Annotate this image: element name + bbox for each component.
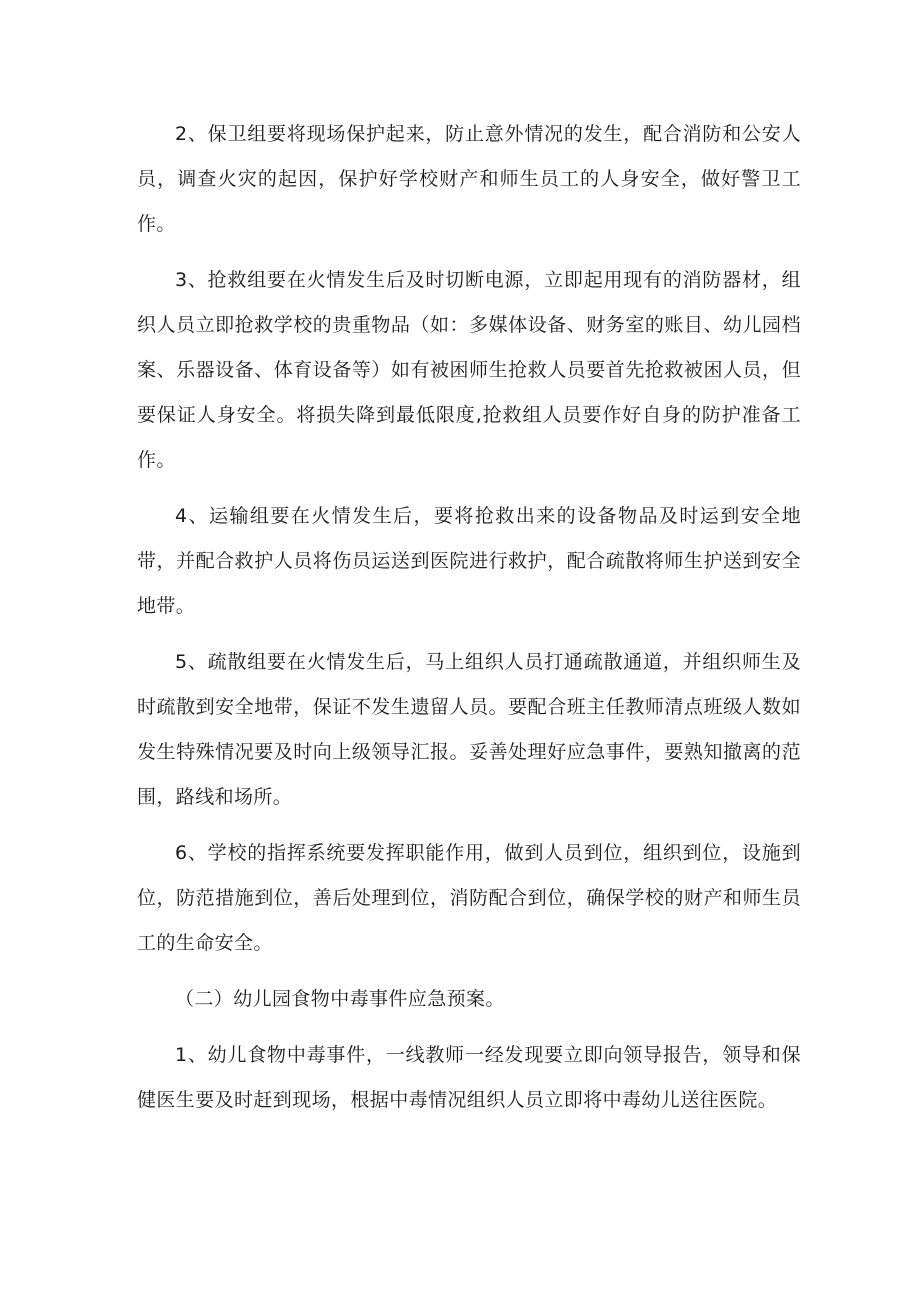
paragraph-food-poisoning-report: 1、幼儿食物中毒事件，一线教师一经发现要立即向领导报告，领导和保健医生要及时赶到现场，根据中毒情况组织人员立即将中毒幼儿送往医院。: [137, 1044, 801, 1111]
section-heading-food-poisoning: （二）幼儿园食物中毒事件应急预案。: [175, 988, 505, 1010]
document-body: [137, 112, 801, 1123]
paragraph-evacuation-team: 5、疏散组要在火情发生后，马上组织人员打通疏散通道，并组织师生及时疏散到安全地带，保证不发生遗留人员。要配合班主任教师清点班级人数如发生特殊情况要及时向上级领导汇报。妥善处理好应急事件，要熟知撤离的范围，路线和场所。: [137, 651, 801, 808]
paragraph-security-team: 2、保卫组要将现场保护起来，防止意外情况的发生，配合消防和公安人员，调查火灾的起因，保护好学校财产和师生员工的人身安全，做好警卫工作。: [137, 123, 801, 235]
paragraph-rescue-team: 3、抢救组要在火情发生后及时切断电源，立即起用现有的消防器材，组织人员立即抢救学校的贵重物品（如：多媒体设备、财务室的账目、幼儿园档案、乐器设备、体育设备等）如有被困师生抢救人员要首先抢救被困人员，但要保证人身安全。将损失降到最低限度,抢救组人员要作好自身的防护准备工作。: [137, 269, 801, 471]
paragraph-transport-team: 4、运输组要在火情发生后，要将抢救出来的设备物品及时运到安全地带，并配合救护人员将伤员运送到医院进行救护，配合疏散将师生护送到安全地带。: [137, 505, 801, 617]
paragraph-command-system: 6、学校的指挥系统要发挥职能作用，做到人员到位，组织到位，设施到位，防范措施到位，善后处理到位，消防配合到位，确保学校的财产和师生员工的生命安全。: [137, 842, 801, 954]
